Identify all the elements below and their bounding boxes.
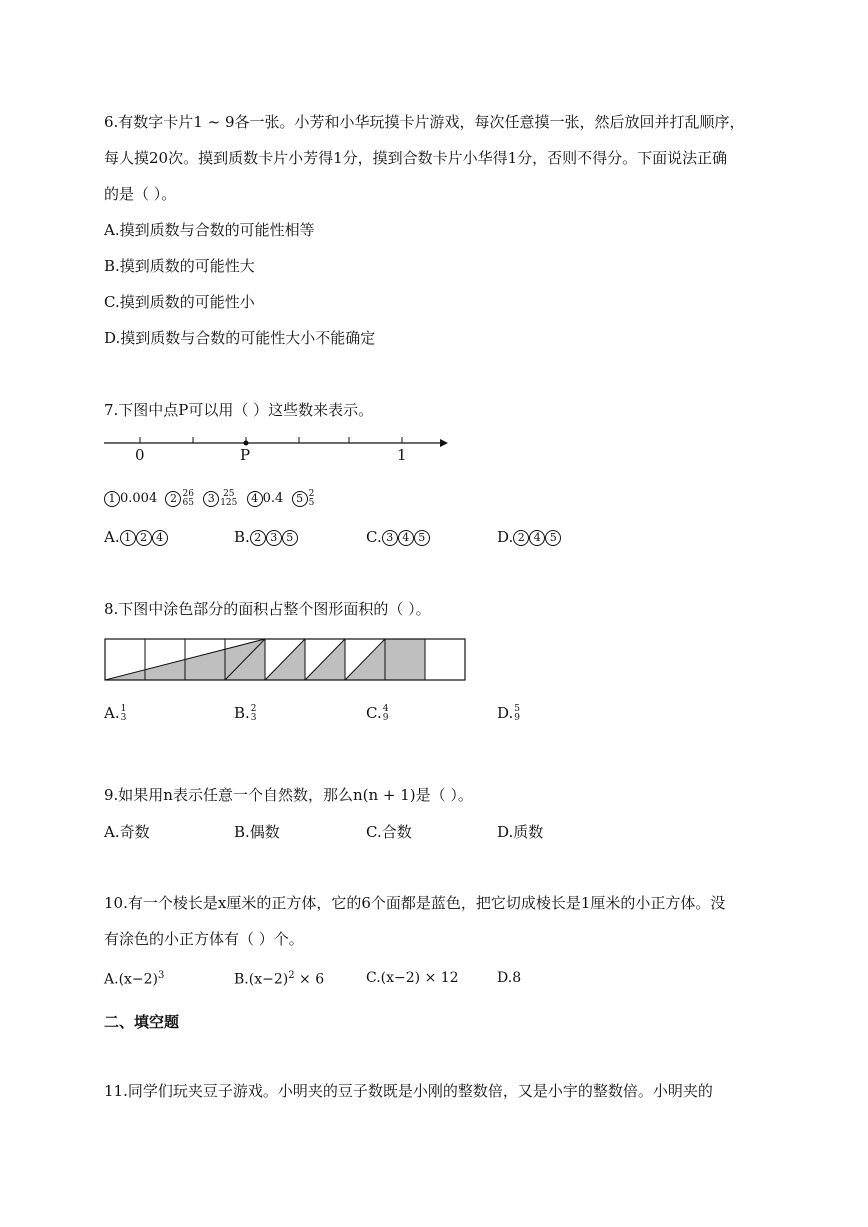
axis-label-0: 0 xyxy=(135,446,145,464)
q9-option-b: B.偶数 xyxy=(234,823,280,841)
circled-number: 2 xyxy=(165,491,181,507)
fraction: 25 125 xyxy=(220,488,238,508)
q11-stem-line1: 11.同学们玩夹豆子游戏。小明夹的豆子数既是小刚的整数倍，又是小宇的整数倍。小明夹的 xyxy=(104,1082,713,1100)
section-heading: 二、填空题 xyxy=(104,1013,180,1031)
q10-option-d: D.8 xyxy=(497,970,522,986)
fraction: 2 5 xyxy=(308,488,315,508)
q10-option-c: C.(x−2) × 12 xyxy=(366,970,459,986)
q7-items xyxy=(104,484,315,514)
q6-stem-line3: 的是（ ）。 xyxy=(104,185,177,203)
circled-number: 5 xyxy=(292,491,308,507)
q8-option-b: B. 2 3 xyxy=(234,704,257,723)
q10-stem-line2: 有涂色的小正方体有（ ）个。 xyxy=(104,930,304,948)
q7-option-a: A. 1 2 4 xyxy=(104,528,168,546)
q7-stem: 7.下图中点P可以用（ ）这些数来表示。 xyxy=(104,401,374,419)
q6-option-b: B.摸到质数的可能性大 xyxy=(104,257,255,275)
fraction: 26 65 xyxy=(182,488,194,508)
q10-option-a: $A.(x-2)^3$ xyxy=(104,970,165,988)
q9-stem: 9.如果用n表示任意一个自然数，那么n(n + 1)是（ ）。 xyxy=(104,786,473,804)
q6-stem-line2: 每人摸20次。摸到质数卡片小芳得1分，摸到合数卡片小华得1分，否则不得分。下面说法正确 xyxy=(104,149,728,167)
q10-stem-line1: 10.有一个棱长是x厘米的正方体，它的6个面都是蓝色，把它切成棱长是1厘米的小正方体。没 xyxy=(104,894,726,912)
circled-number: 1 xyxy=(104,491,120,507)
q9-option-a: A.奇数 xyxy=(104,823,150,841)
q7-option-c: C. 3 4 5 xyxy=(366,528,430,546)
item-value: 0.004 xyxy=(120,491,158,506)
q6-stem-line1: 6.有数字卡片1 ~ 9各一张。小芳和小华玩摸卡片游戏，每次任意摸一张，然后放回并打乱顺序， xyxy=(104,113,745,131)
q9-option-d: D.质数 xyxy=(497,823,544,841)
circled-number: 4 xyxy=(247,491,263,507)
circled-number: 3 xyxy=(203,491,219,507)
q8-option-a: A. 1 3 xyxy=(104,704,127,723)
q6-option-d: D.摸到质数与合数的可能性大小不能确定 xyxy=(104,329,376,347)
q6-option-a: A.摸到质数与合数的可能性相等 xyxy=(104,221,315,239)
axis-label-1: 1 xyxy=(397,446,407,464)
q8-stem: 8.下图中涂色部分的面积占整个图形面积的（ ）。 xyxy=(104,600,431,618)
shaded-grid-figure xyxy=(104,638,468,682)
q7-option-b: B. 2 3 5 xyxy=(234,528,298,546)
q6-option-c: C.摸到质数的可能性小 xyxy=(104,293,255,311)
q8-option-c: C. 4 9 xyxy=(366,704,389,723)
q8-option-d: D. 5 9 xyxy=(497,704,520,723)
q7-option-d: D. 2 4 5 xyxy=(497,528,561,546)
q9-option-c: C.合数 xyxy=(366,823,412,841)
q10-option-b: $B.(x-2)^2 \times 6$ xyxy=(234,970,325,988)
axis-label-p: P xyxy=(240,446,251,464)
item-value: 0.4 xyxy=(262,491,284,506)
